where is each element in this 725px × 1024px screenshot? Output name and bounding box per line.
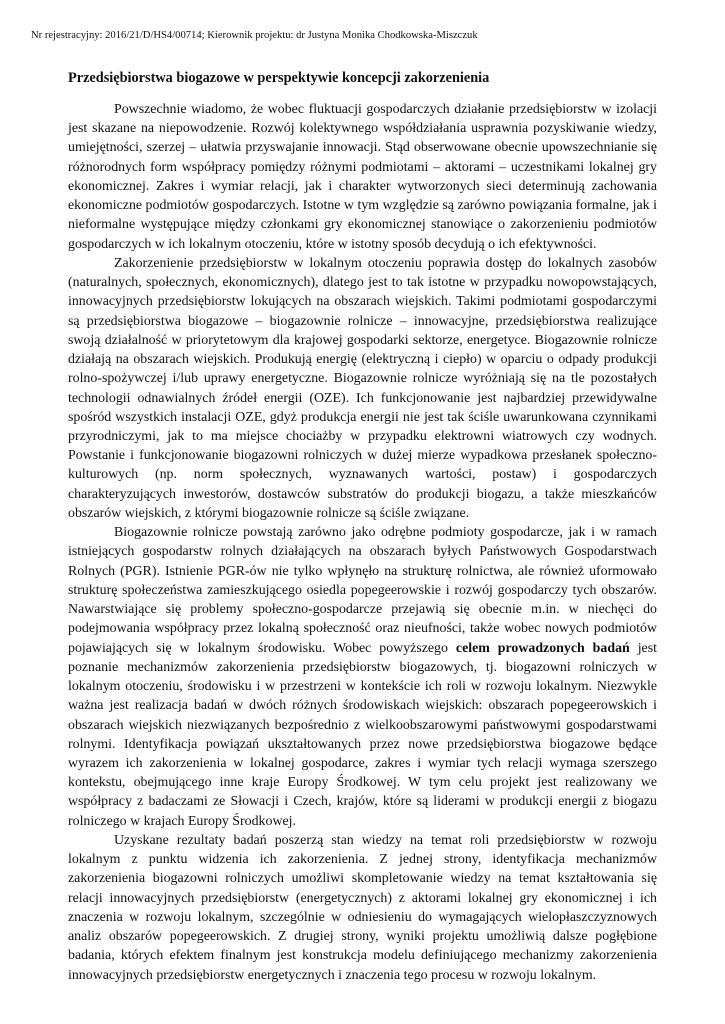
paragraph-2: Zakorzenienie przedsiębiorstw w lokalnym otoczeniu poprawia dostęp do lokalnych zasobów (naturalnych, społecznych, ekonomicznych), dlatego jest to tak istotne w przypadku nowopowstających, innowacyjnych przedsiębiorstw lokujących na obszarach wiejskich. Takimi podmiotami gospodarczymi są przedsiębiorstwa biogazowe – biogazownie rolnicze – innowacyjne, przedsiębiorstwa realizujące swoją działalność w priorytetowym dla krajowej gospodarki sektorze, energetyce. Biogazownie rolnicze działają na obszarach wiejskich. Produkują energię (elektryczną i ciepło) w oparciu o odpady produkcji rolno-spożywczej i/lub uprawy energetyczne. Biogazownie rolnicze wyróżniają się na tle pozostałych technologii odnawialnych źródeł energii (OZE). Ich funkcjonowanie jest najbardziej przewidywalne spośród wszystkich instalacji OZE, gdyż produkcja energii nie jest tak ściśle uwarunkowana czynnikami przyrodniczymi, jak to ma miejsce chociażby w przypadku elektrowni wiatrowych czy wodnych. Powstanie i funkcjonowanie biogazowni rolniczych w dużej mierze wypadkowa przesłanek społeczno-kulturowych (np. norm społecznych, wyznawanych wartości, postaw) i gospodarczych charakteryzujących inwestorów, dostawców substratów do produkcji biogazu, a także mieszkańców obszarów wiejskich, z którymi biogazownie rolnicze są ściśle związane. bbox=[68, 255, 657, 521]
document-title: Przedsiębiorstwa biogazowe w perspektywie koncepcji zakorzenienia bbox=[68, 70, 490, 86]
paragraph-4: Uzyskane rezultaty badań poszerzą stan wiedzy na temat roli przedsiębiorstw w rozwoju lokalnym z punktu widzenia ich zakorzenienia. Z jednej strony, identyfikacja mechanizmów zakorzenienia biogazowni rolniczych umożliwi skompletowanie wiedzy na temat kształtowania się relacji innowacyjnych przedsiębiorstw (energetycznych) z aktorami lokalnej gry ekonomicznej i ich znaczenia w rozwoju lokalnym, szczególnie w odniesieniu do wymagających wielopłaszczyznowych analiz obszarów popegeerowskich. Z drugiej strony, wyniki projektu umożliwią dalsze pogłębione badania, których efektem finalnym jest konstrukcja modelu definiującego mechanizmy zakorzenienia innowacyjnych przedsiębiorstw energetycznych i znaczenia tego procesu w rozwoju lokalnym. bbox=[68, 832, 657, 983]
paragraph-3-rest: jest poznanie mechanizmów zakorzenienia przedsiębiorstw biogazowych, tj. biogazowni rolniczych w lokalnym otoczeniu, środowisku i w przestrzeni w kontekście ich roli w rozwoju lokalnym. Niezwykle ważna jest realizacja badań w dwóch różnych środowiskach wiejskich: obszarach popegeerowskich i obszarach wiejskich niezwiązanych bezpośrednio z wielkoobszarowymi państwowymi gospodarstwami rolnymi. Identyfikacja powiązań ukształtowanych przez nowe przedsiębiorstwa biogazowe będące wyrazem ich zakorzenienia w lokalnej gospodarce, zakres i wymiar tych relacji wymaga szerszego kontekstu, obejmującego inne kraje Europy Środkowej. W tym celu projekt jest realizowany we współpracy z badaczami ze Słowacji i Czech, krajów, które są liderami w produkcji energii z biogazu rolniczego w krajach Europy Środkowej. bbox=[68, 640, 657, 829]
research-aim-phrase: celem prowadzonych badań bbox=[455, 640, 630, 656]
paragraph-3 bbox=[68, 523, 657, 831]
registration-header: Nr rejestracyjny: 2016/21/D/HS4/00714; Kierownik projektu: dr Justyna Monika Chodkowska-Miszczuk bbox=[31, 30, 478, 41]
document-body bbox=[68, 100, 657, 985]
paragraph-1: Powszechnie wiadomo, że wobec fluktuacji gospodarczych działanie przedsiębiorstw w izolacji jest skazane na niepowodzenie. Rozwój kolektywnego współdziałania usprawnia pozyskiwanie wiedzy, umiejętności, szerzej – ułatwia przyswajanie innowacji. Stąd obserwowane obecnie upowszechnianie się różnorodnych form współpracy pomiędzy różnymi podmiotami – aktorami – uczestnikami lokalnej gry ekonomicznej. Zakres i wymiar relacji, jak i charakter wytworzonych sieci determinują zachowania ekonomiczne podmiotów gospodarczych. Istotne w tym względzie są zarówno powiązania formalne, jak i nieformalne występujące między członkami gry ekonomicznej stanowiące o zakorzenieniu podmiotów gospodarczych w ich lokalnym otoczeniu, które w istotny sposób decydują o ich efektywności. bbox=[68, 102, 657, 252]
paragraph-3-lead: Biogazownie rolnicze powstają zarówno jako odrębne podmioty gospodarcze, jak i w ramach istniejących gospodarstw rolnych działających na obszarach byłych Państwowych Gospodarstwach Rolnych (PGR). Istnienie PGR-ów nie tylko wpłynęło na strukturę rolnictwa, ale również uformowało strukturę społeczeństwa zamieszkującego osiedla popegeerowskie i rozwój gospodarczy tych obszarów. Nawarstwiające się problemy społeczno-gospodarcze przejawią się obecnie m.in. w niechęci do podejmowania współpracy przez lokalną społeczność oraz nieufności, także wobec nowych podmiotów pojawiających się w lokalnym środowisku. Wobec powyższego bbox=[68, 525, 657, 656]
